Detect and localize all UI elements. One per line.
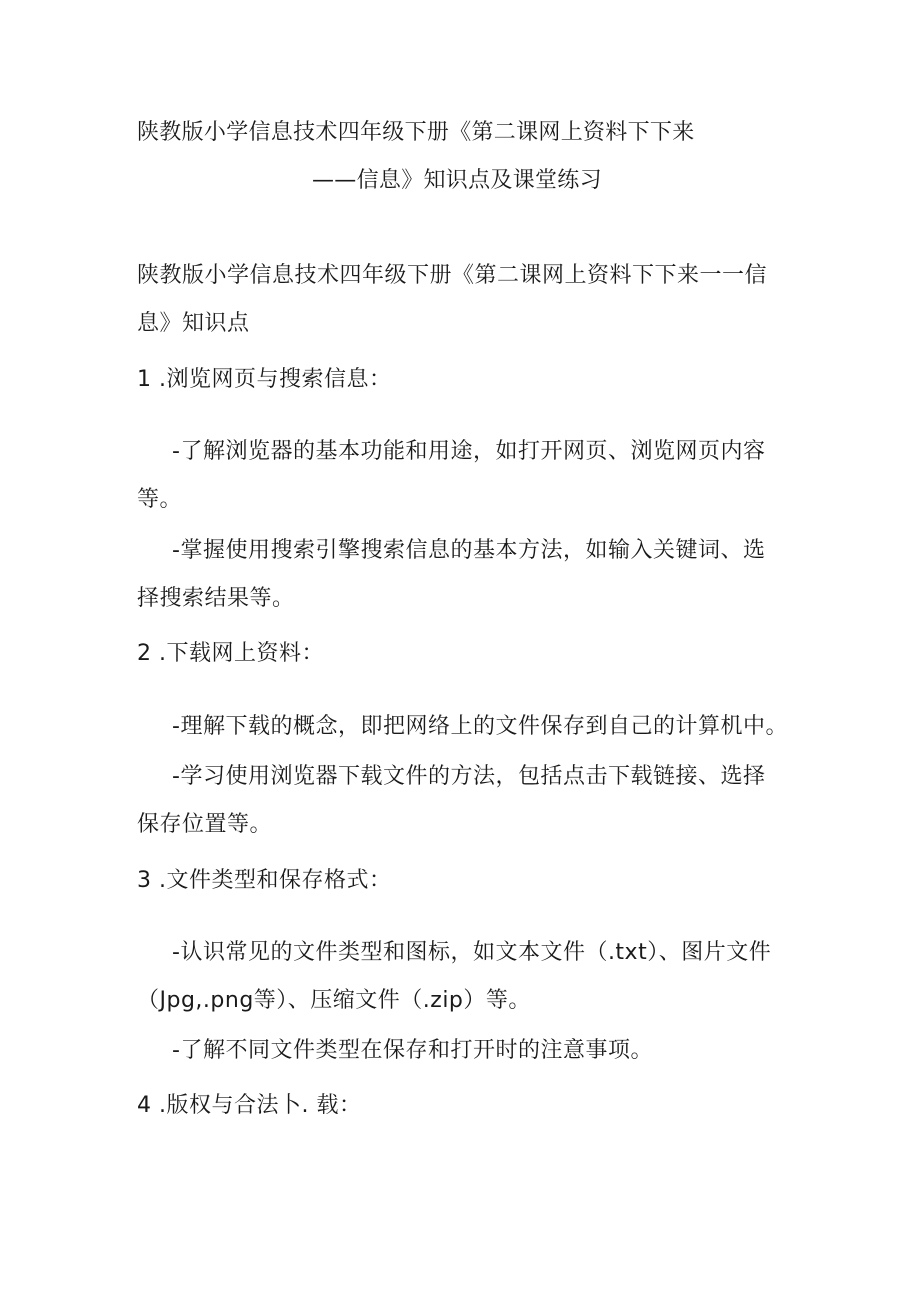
section-1-bullet-1-line-2: 等。 bbox=[137, 487, 183, 512]
section-heading-3: 3 .文件类型和保存格式： bbox=[137, 868, 392, 893]
section-3-bullet-1-line-2: （Jpg,.png等）、压缩文件（.zip）等。 bbox=[137, 988, 531, 1013]
section-3-bullet-2-line-1: -了解不同文件类型在保存和打开时的注意事项。 bbox=[172, 1038, 653, 1063]
intro-line-1: 陕教版小学信息技术四年级下册《第二课网上资料下下来一一信 bbox=[137, 263, 768, 288]
document-title-line-2: ——信息》知识点及课堂练习 bbox=[312, 168, 602, 193]
section-1-bullet-2-line-2: 择搜索结果等。 bbox=[137, 586, 295, 611]
section-3-bullet-1-line-1: -认识常见的文件类型和图标，如文本文件（.txt）、图片文件 bbox=[172, 940, 772, 965]
section-2-bullet-2-line-1: -学习使用浏览器下载文件的方法，包括点击下载链接、选择 bbox=[172, 764, 766, 789]
section-heading-4: 4 .版权与合法卜. 载： bbox=[137, 1093, 362, 1118]
section-2-bullet-2-line-2: 保存位置等。 bbox=[137, 812, 273, 837]
section-heading-1: 1 .浏览网页与搜索信息： bbox=[137, 367, 392, 392]
section-2-bullet-1-line-1: -理解下载的概念，即把网络上的文件保存到自己的计算机中。 bbox=[172, 714, 788, 739]
intro-line-2: 息》知识点 bbox=[137, 311, 250, 336]
document-title-line-1: 陕教版小学信息技术四年级下册《第二课网上资料下下来 bbox=[137, 120, 695, 145]
section-heading-2: 2 .下载网上资料： bbox=[137, 641, 324, 666]
section-1-bullet-2-line-1: -掌握使用搜索引擎搜索信息的基本方法，如输入关键词、选 bbox=[172, 538, 766, 563]
section-1-bullet-1-line-1: -了解浏览器的基本功能和用途，如打开网页、浏览网页内容 bbox=[172, 439, 766, 464]
